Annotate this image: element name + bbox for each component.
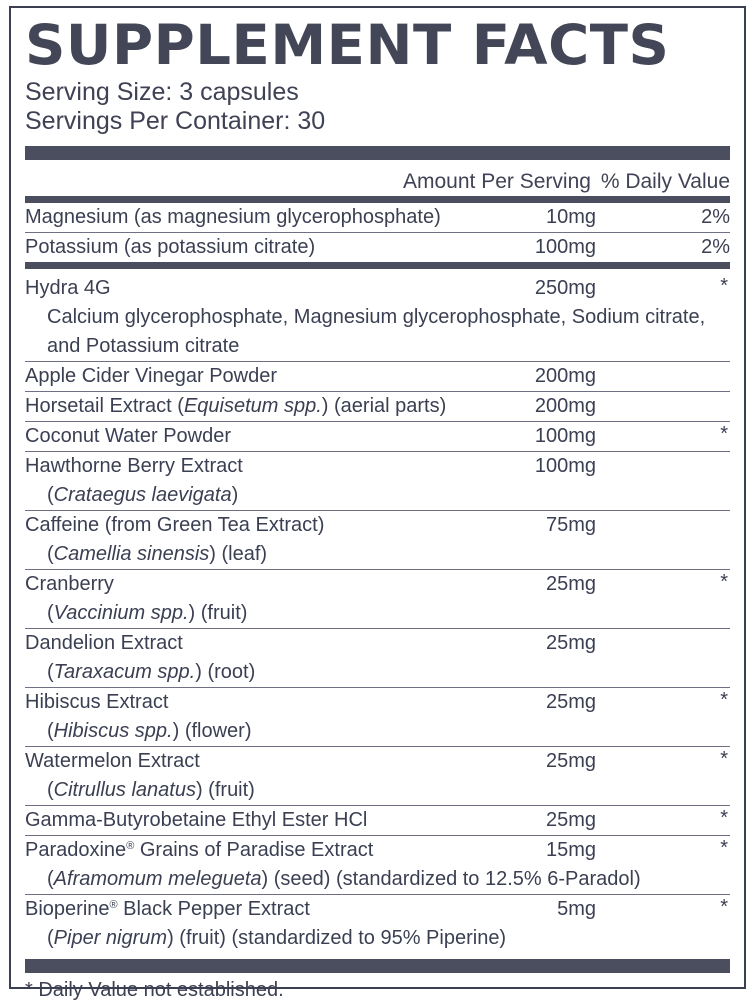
table-row: Potassium (as potassium citrate) 100mg 2% [25,236,730,258]
divider-thick [25,959,730,973]
panel-title: SUPPLEMENT FACTS [25,13,670,77]
table-row: Hydra 4G Calcium glycerophosphate, Magnesium glycerophosphate, Sodium citrate, and Potassium citrate 250mg * [25,269,730,362]
table-row: Bioperine® Black Pepper Extract (Piper nigrum) (fruit) (standardized to 95% Piperine) 5mg * [25,896,728,949]
table-row: Hibiscus Extract (Hibiscus spp.) (flower) 25mg * [25,688,730,747]
table-row: Paradoxine® Grains of Paradise Extract (Aframomum melegueta) (seed) (standardized to 12.5% 6-Paradol) 15mg * [25,836,730,895]
daily-value-header: % Daily Value [600,170,730,193]
divider-medium [25,196,730,203]
table-row: Gamma-Butyrobetaine Ethyl Ester HCl 25mg * [25,806,730,836]
table-row: Magnesium (as magnesium glycerophosphate) 10mg 2% [25,203,730,233]
footnote: * Daily Value not established. [25,979,284,1001]
table-row: Cranberry (Vaccinium spp.) (fruit) 25mg * [25,570,730,629]
table-row: Caffeine (from Green Tea Extract) (Camellia sinensis) (leaf) 75mg [25,511,730,570]
table-row: Apple Cider Vinegar Powder 200mg [25,362,730,392]
amount-header: Amount Per Serving [403,170,591,193]
supplement-facts-panel [9,6,746,1001]
table-row: Watermelon Extract (Citrullus lanatus) (fruit) 25mg * [25,747,730,806]
divider-thick [25,146,730,160]
table-row: Dandelion Extract (Taraxacum spp.) (root) 25mg [25,629,730,688]
serving-size: Serving Size: 3 capsules [25,78,299,106]
table-row: Coconut Water Powder 100mg * [25,422,730,452]
table-row: Horsetail Extract (Equisetum spp.) (aerial parts) 200mg [25,392,730,422]
servings-per-container: Servings Per Container: 30 [25,107,326,135]
divider-medium [25,262,730,269]
table-row: Hawthorne Berry Extract (Crataegus laevigata) 100mg [25,452,730,511]
column-header [25,160,730,196]
